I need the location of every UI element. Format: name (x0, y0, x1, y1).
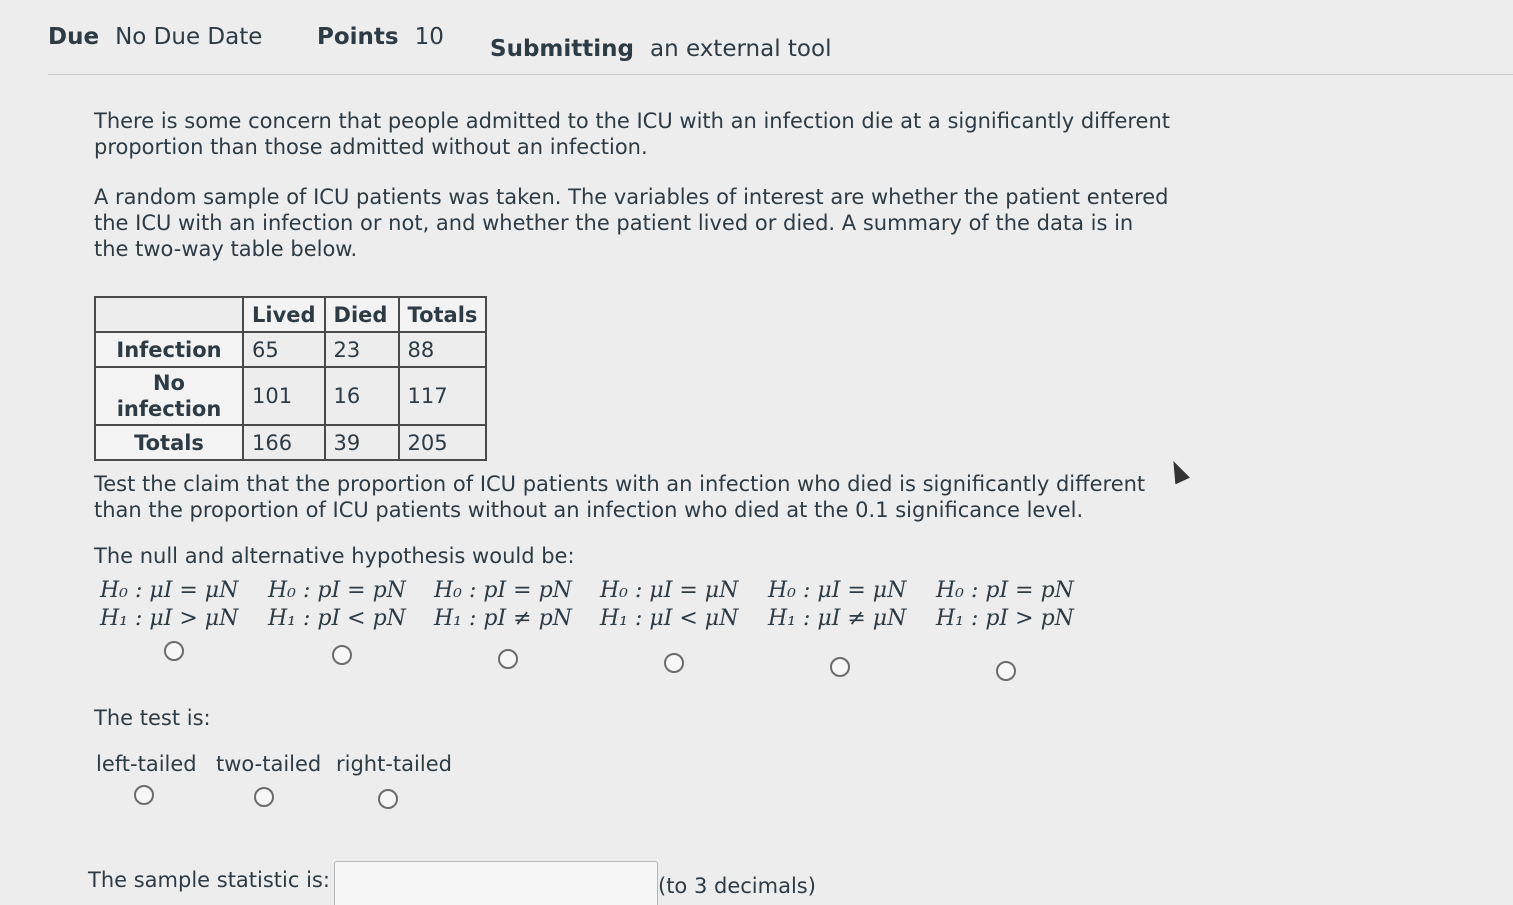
table-cell: 88 (399, 332, 487, 367)
sample-statistic-label: The sample statistic is: (88, 868, 330, 892)
points-label: Points (317, 24, 399, 50)
alt-hypothesis: H₁ : pI ≠ pN (434, 606, 572, 631)
question-sample-description: A random sample of ICU patients was taken. The variables of interest are whether the patient entered the ICU with an infection or not, and whether the patient lived or died. A summary of the data is in the two-way table below. (94, 185, 1169, 261)
sample-statistic-row (88, 867, 1174, 905)
row-header-no-infection: No infection (95, 367, 243, 425)
hypothesis-prompt: The null and alternative hypothesis would be: (94, 544, 575, 568)
hypothesis-option-1 (100, 577, 238, 633)
null-hypothesis: H₀ : μI = μN (100, 578, 239, 603)
assignment-details-bar (48, 18, 1513, 75)
hypothesis-radio-3[interactable] (498, 649, 518, 669)
table-cell: 39 (325, 425, 399, 460)
col-header-died: Died (325, 297, 399, 332)
hypothesis-option-4 (600, 577, 738, 633)
claim-text: Test the claim that the proportion of ICU patients with an infection who died is significantly different than the proportion of ICU patients without an infection who died at the 0.1 significance level. (94, 472, 1146, 522)
table-cell: 23 (325, 332, 399, 367)
test-option-right-tailed-label: right-tailed (336, 752, 452, 776)
due-info (48, 24, 262, 50)
null-hypothesis: H₀ : μI = μN (768, 578, 907, 603)
null-hypothesis: H₀ : μI = μN (600, 578, 739, 603)
hypothesis-radio-2[interactable] (332, 645, 352, 665)
due-label: Due (48, 24, 100, 50)
hypothesis-option-3 (434, 577, 572, 633)
table-header-row (95, 297, 486, 332)
alt-hypothesis: H₁ : μI > μN (100, 606, 239, 631)
test-radio-left-tailed[interactable] (134, 785, 154, 805)
row-header-infection: Infection (95, 332, 243, 367)
table-cell: 16 (325, 367, 399, 425)
alt-hypothesis: H₁ : pI > pN (936, 606, 1074, 631)
hypothesis-option-5 (768, 577, 906, 633)
table-cell: 117 (399, 367, 487, 425)
table-row (95, 425, 486, 460)
hypothesis-radio-6[interactable] (996, 661, 1016, 681)
null-hypothesis: H₀ : pI = pN (936, 578, 1074, 603)
submitting-value: an external tool (649, 36, 832, 62)
hypothesis-option-6 (936, 577, 1074, 633)
table-corner-cell (95, 297, 243, 332)
table-cell: 101 (243, 367, 325, 425)
hypothesis-radio-5[interactable] (830, 657, 850, 677)
points-info (317, 24, 444, 50)
test-type-options (94, 751, 1174, 811)
alt-hypothesis: H₁ : μI ≠ μN (768, 606, 907, 631)
row-header-totals: Totals (95, 425, 243, 460)
col-header-lived: Lived (243, 297, 325, 332)
table-cell: 65 (243, 332, 325, 367)
table-row (95, 367, 486, 425)
col-header-totals: Totals (399, 297, 487, 332)
two-way-table (94, 296, 487, 461)
test-radio-right-tailed[interactable] (378, 789, 398, 809)
alt-hypothesis: H₁ : μI < μN (600, 606, 739, 631)
table-row (95, 332, 486, 367)
question-intro: There is some concern that people admitted to the ICU with an infection die at a significantly different proportion than those admitted without an infection. (94, 109, 1171, 159)
decimals-hint: (to 3 decimals) (658, 874, 816, 898)
hypothesis-options (94, 577, 1174, 669)
test-option-two-tailed-label: two-tailed (216, 752, 322, 776)
sample-statistic-input[interactable] (334, 861, 658, 905)
hypothesis-option-2 (268, 577, 406, 633)
table-cell: 166 (243, 425, 325, 460)
due-value: No Due Date (115, 24, 263, 50)
submitting-label: Submitting (490, 36, 634, 62)
null-hypothesis: H₀ : pI = pN (268, 578, 406, 603)
submitting-info (490, 36, 831, 62)
null-hypothesis: H₀ : pI = pN (434, 578, 572, 603)
test-option-left-tailed-label: left-tailed (96, 752, 197, 776)
hypothesis-radio-1[interactable] (164, 641, 184, 661)
test-type-prompt: The test is: (94, 706, 211, 730)
hypothesis-radio-4[interactable] (664, 653, 684, 673)
question-body (88, 108, 1174, 905)
test-radio-two-tailed[interactable] (254, 787, 274, 807)
alt-hypothesis: H₁ : pI < pN (268, 606, 406, 631)
points-value: 10 (414, 24, 444, 50)
table-cell: 205 (399, 425, 487, 460)
